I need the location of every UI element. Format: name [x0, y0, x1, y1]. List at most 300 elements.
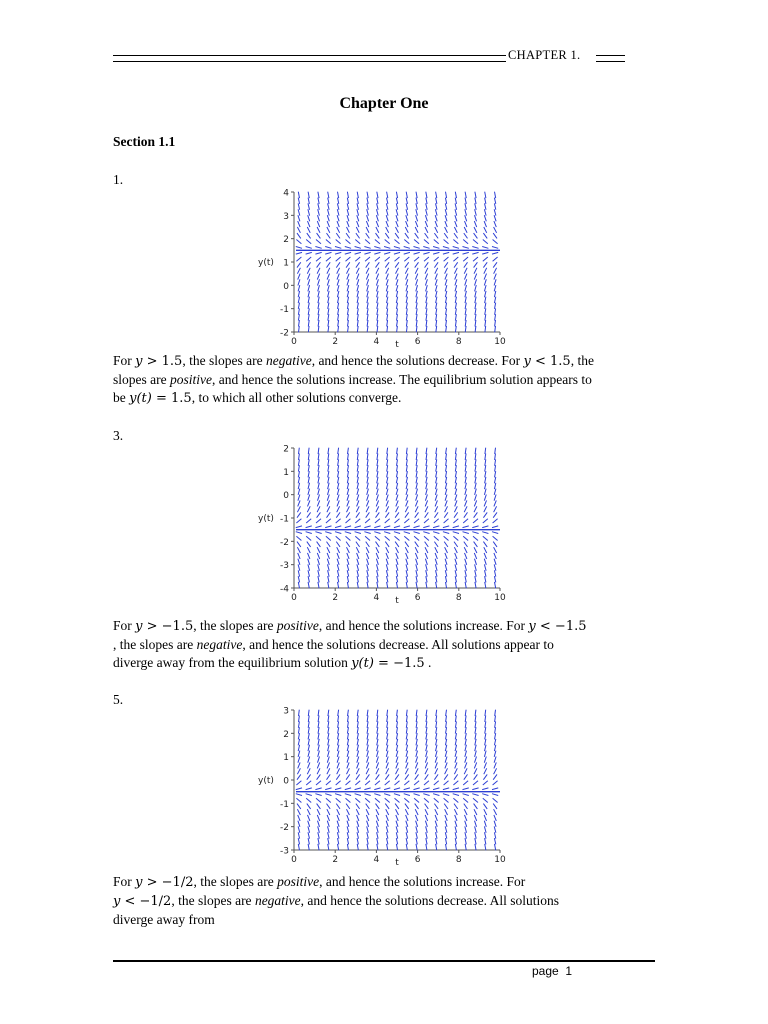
slope-segment [483, 519, 488, 523]
slope-segment [298, 733, 299, 739]
slope-segment [387, 576, 388, 582]
slope-segment [377, 454, 378, 461]
slope-segment [455, 559, 457, 565]
slope-segment [492, 794, 498, 796]
y-tick-label: -1 [280, 305, 289, 316]
slope-segment [465, 815, 467, 821]
slope-segment [484, 757, 486, 763]
slope-segment [445, 279, 447, 285]
slope-segment [464, 512, 468, 517]
slope-segment [396, 815, 398, 821]
slope-segment [416, 279, 418, 285]
slope-segment [337, 268, 340, 274]
slope-segment [308, 721, 309, 727]
slope-segment [425, 768, 428, 774]
slope-segment [376, 262, 380, 267]
slope-segment [396, 576, 397, 582]
slope-segment [406, 192, 407, 198]
slope-segment [444, 804, 448, 809]
slope-segment [445, 506, 448, 512]
slope-segment [436, 314, 437, 320]
slope-segment [307, 547, 310, 553]
slope-segment [337, 559, 339, 565]
y-tick-label: -3 [280, 561, 289, 572]
slope-segment [435, 285, 437, 291]
slope-segment [338, 710, 339, 716]
slope-segment [446, 710, 447, 716]
slope-segment [296, 526, 302, 528]
slope-segment [396, 553, 398, 559]
slope-segment [475, 570, 477, 576]
slope-segment [327, 768, 330, 774]
slope-segment [336, 262, 340, 267]
slope-segment [465, 483, 467, 489]
slope-segment [337, 279, 339, 285]
slope-segment [455, 297, 456, 303]
slope-segment [318, 733, 319, 739]
slope-segment [337, 489, 339, 495]
slope-segment [455, 274, 457, 280]
slope-segment [316, 536, 321, 540]
slope-segment [337, 751, 339, 757]
slope-segment [475, 576, 476, 582]
slope-segment [416, 739, 417, 745]
slope-segment [298, 209, 300, 215]
slope-segment [395, 774, 399, 779]
slope-segment [357, 314, 358, 320]
slope-segment [367, 838, 368, 844]
slope-segment [376, 221, 378, 227]
slope-segment [308, 314, 309, 320]
slope-segment [446, 308, 447, 314]
slope-segment [376, 559, 378, 565]
slope-segment [396, 279, 398, 285]
slope-segment [308, 320, 309, 327]
slope-segment [367, 285, 369, 291]
slope-segment [455, 757, 457, 763]
slope-segment [297, 233, 301, 238]
slope-segment [348, 326, 349, 332]
x-tick-label: 10 [494, 337, 506, 347]
slope-segment [454, 768, 457, 774]
slope-segment [317, 233, 321, 238]
slope-segment [425, 809, 428, 815]
slope-segment [416, 314, 417, 320]
slope-segment [385, 536, 390, 540]
slope-segment [435, 815, 437, 821]
slope-segment [446, 303, 447, 309]
slope-segment [357, 727, 358, 733]
slope-segment [425, 821, 427, 827]
slope-segment [377, 203, 379, 209]
y-tick-label: -3 [280, 846, 289, 857]
slope-segment [328, 459, 329, 465]
slope-segment [298, 745, 299, 751]
slope-segment [436, 198, 437, 204]
slope-segment [406, 838, 407, 844]
slope-segment [328, 471, 329, 477]
slope-segment [465, 471, 466, 477]
slope-segment [297, 262, 301, 267]
slope-segment [297, 268, 300, 274]
slope-segment [444, 240, 449, 244]
slope-segment [495, 716, 496, 723]
slope-segment [318, 477, 319, 483]
slope-segment [406, 495, 408, 501]
slope-segment [396, 274, 398, 280]
slope-segment [494, 274, 496, 280]
slope-segment [318, 314, 319, 320]
slope-segment [495, 582, 496, 588]
slope-segment [365, 781, 370, 785]
slope-segment [375, 798, 380, 802]
slope-segment [474, 274, 476, 280]
slope-segment [385, 257, 390, 261]
slope-segment [446, 844, 447, 850]
slope-segment [308, 576, 309, 582]
slope-segment [405, 512, 409, 517]
slope-segment [445, 489, 447, 495]
slope-segment [475, 559, 477, 565]
y-tick-label: 2 [283, 729, 289, 740]
y-tick-label: -1 [280, 799, 289, 810]
slope-segment [465, 291, 467, 297]
slope-segment [364, 794, 370, 796]
slope-segment [494, 751, 496, 757]
slope-segment [495, 454, 496, 461]
slope-segment [465, 221, 467, 227]
slope-segment [485, 739, 486, 745]
slope-segment [493, 542, 497, 547]
slope-segment [426, 465, 427, 471]
slope-segment [307, 768, 310, 774]
slope-segment [453, 252, 459, 254]
slope-segment [337, 547, 340, 553]
slope-segment [494, 215, 496, 221]
slope-segment [376, 512, 380, 517]
slope-segment [426, 751, 428, 757]
slope-segment [483, 536, 488, 540]
slope-segment [308, 454, 309, 461]
slope-segment [415, 227, 418, 233]
slope-segment [446, 454, 447, 461]
slope-segment [445, 215, 447, 221]
slope-segment [416, 751, 418, 757]
slope-segment [416, 198, 417, 204]
slope-segment [355, 798, 360, 802]
slope-segment [445, 209, 447, 215]
slope-segment [475, 454, 476, 461]
slope-segment [366, 553, 368, 559]
slope-segment [494, 268, 497, 274]
slope-segment [406, 471, 407, 477]
slope-segment [347, 751, 349, 757]
slope-segment [445, 227, 448, 233]
x-tick-label: 10 [494, 855, 506, 865]
slope-segment [406, 314, 407, 320]
slope-segment [415, 274, 417, 280]
slope-segment [337, 745, 339, 751]
slope-segment [306, 240, 311, 244]
slope-segment [416, 326, 417, 332]
slope-segment [336, 774, 340, 779]
slope-segment [435, 489, 437, 495]
slope-segment [366, 262, 370, 267]
slope-segment [367, 297, 368, 303]
slope-segment [298, 477, 299, 483]
slope-segment [308, 733, 309, 739]
slope-segment [317, 274, 319, 280]
slope-segment [455, 320, 456, 327]
slope-segment [397, 308, 398, 314]
slope-segment [433, 526, 439, 528]
slope-segment [406, 279, 408, 285]
slope-segment [415, 804, 419, 809]
slope-segment [436, 326, 437, 332]
slope-segment [396, 285, 398, 291]
slope-segment [472, 788, 478, 790]
x-tick-label: 0 [291, 337, 297, 347]
slope-segment [387, 320, 388, 327]
slope-segment [346, 536, 351, 540]
slope-segment [415, 553, 417, 559]
slope-segment [297, 512, 301, 517]
slope-segment [455, 832, 457, 838]
slope-segment [404, 781, 409, 785]
slope-segment [453, 247, 459, 249]
slope-segment [347, 727, 348, 733]
slope-segment [397, 448, 398, 454]
slope-segment [495, 314, 496, 320]
slope-segment [473, 781, 478, 785]
slope-segment [346, 262, 350, 267]
slope-segment [347, 768, 350, 774]
slope-segment [475, 757, 477, 763]
slope-segment [377, 710, 378, 716]
slope-segment [494, 739, 495, 745]
slope-segment [446, 721, 447, 727]
slope-segment [445, 268, 448, 274]
slope-segment [436, 721, 437, 727]
slope-segment [348, 459, 349, 465]
slope-segment [347, 203, 349, 209]
slope-segment [465, 308, 466, 314]
slope-segment [374, 247, 380, 249]
slope-segment [357, 297, 358, 303]
slope-segment [475, 477, 476, 483]
slope-segment [444, 519, 449, 523]
slope-segment [377, 582, 378, 588]
slope-segment [395, 233, 399, 238]
slope-segment [338, 727, 339, 733]
slope-segment [397, 716, 398, 723]
slope-segment [347, 500, 349, 506]
slope-segment [317, 762, 319, 768]
slope-segment [336, 804, 340, 809]
slope-segment [484, 809, 487, 815]
chapter-title: Chapter One [339, 95, 429, 112]
slope-segment [298, 721, 299, 727]
slope-segment [385, 774, 389, 779]
slope-segment [475, 297, 476, 303]
slope-segment [308, 285, 310, 291]
slope-segment [377, 285, 379, 291]
slope-segment [347, 506, 350, 512]
slope-segment [397, 710, 398, 716]
slope-segment [475, 448, 476, 454]
x-tick-label: 8 [455, 855, 462, 865]
slope-segment [316, 798, 321, 802]
slope-segment [387, 454, 388, 461]
slope-segment [366, 506, 369, 512]
slope-segment [356, 768, 359, 774]
x-tick-label: 8 [455, 593, 462, 603]
slope-segment [423, 532, 429, 534]
slope-segment [444, 233, 448, 238]
slope-segment [455, 291, 457, 297]
slope-segment [463, 536, 468, 540]
slope-segment [435, 826, 437, 832]
text-line: For y > 1.5, the slopes are negative, and hence the solutions decrease. For y < 1.5, the [113, 353, 594, 369]
slope-segment [296, 532, 302, 534]
slope-segment [473, 798, 478, 802]
slope-segment [338, 314, 339, 320]
slope-segment [485, 838, 486, 844]
slope-segment [308, 221, 310, 227]
problem-number: 5. [113, 692, 124, 707]
slope-segment [494, 768, 497, 774]
slope-segment [357, 844, 358, 850]
slope-segment [367, 564, 369, 570]
slope-segment [299, 320, 300, 327]
slope-segment [318, 465, 319, 471]
slope-segment [475, 489, 477, 495]
slope-segment [364, 526, 370, 528]
slope-segment [337, 203, 339, 209]
slope-segment [318, 757, 320, 763]
slope-segment [306, 247, 312, 249]
slope-segment [455, 308, 456, 314]
slope-segment [386, 203, 388, 209]
slope-segment [406, 308, 407, 314]
slope-segment [298, 471, 299, 477]
slope-segment [357, 570, 359, 576]
slope-segment [376, 268, 379, 274]
slope-segment [484, 564, 486, 570]
y-tick-label: -2 [280, 328, 289, 339]
text-line: For y > −1.5, the slopes are positive, and hence the solutions increase. For y < −1.5 [113, 618, 587, 634]
slope-segment [308, 559, 310, 565]
slope-segment [434, 804, 438, 809]
slope-segment [445, 500, 447, 506]
slope-segment [445, 547, 448, 553]
slope-segment [406, 459, 407, 465]
slope-segment [298, 308, 299, 314]
slope-segment [465, 203, 467, 209]
slope-segment [475, 459, 476, 465]
slope-segment [484, 215, 486, 221]
slope-segment [426, 209, 428, 215]
slope-segment [356, 233, 360, 238]
slope-segment [406, 815, 408, 821]
slope-segment [415, 512, 419, 517]
slope-segment [338, 465, 339, 471]
slope-segment [327, 547, 330, 553]
slope-segment [346, 798, 351, 802]
slope-segment [443, 526, 449, 528]
slope-segment [475, 844, 476, 850]
slope-segment [474, 762, 476, 768]
slope-segment [436, 710, 437, 716]
slope-segment [445, 745, 447, 751]
y-tick-label: 0 [283, 491, 289, 502]
slope-segment [377, 727, 378, 733]
y-axis-label: y(t) [258, 514, 274, 524]
slope-segment [357, 826, 359, 832]
slope-segment [367, 576, 368, 582]
slope-segment [475, 826, 477, 832]
slope-segment [405, 506, 408, 512]
slope-segment [367, 471, 368, 477]
slope-segment [455, 303, 456, 309]
slope-segment [475, 564, 477, 570]
slope-segment [376, 227, 379, 233]
slope-segment [296, 536, 301, 540]
text-line: diverge away from [113, 912, 215, 927]
slope-segment [347, 489, 349, 495]
slope-segment [325, 532, 331, 534]
slope-segment [387, 459, 388, 465]
slope-segment [445, 832, 447, 838]
slope-segment [318, 215, 320, 221]
slope-segment [395, 798, 400, 802]
slope-segment [355, 240, 360, 244]
slope-segment [376, 506, 379, 512]
x-tick-label: 4 [373, 855, 380, 865]
slope-segment [475, 308, 476, 314]
slope-segment [426, 308, 427, 314]
slope-segment [406, 757, 408, 763]
slope-segment [386, 221, 388, 227]
slope-segment [317, 500, 319, 506]
slope-segment [316, 257, 321, 261]
slope-segment [328, 710, 329, 716]
slope-segment [355, 252, 361, 254]
slope-segment [495, 192, 496, 198]
slope-segment [396, 564, 398, 570]
slope-segment [356, 268, 359, 274]
slope-segment [495, 459, 496, 465]
slope-segment [455, 838, 456, 844]
slope-segment [337, 221, 339, 227]
slope-segment [395, 781, 400, 785]
slope-segment [405, 542, 409, 547]
slope-segment [308, 838, 309, 844]
slope-segment [485, 832, 487, 838]
direction-field-plot [258, 188, 508, 348]
page-number-value: 1 [565, 964, 573, 978]
slope-segment [406, 465, 407, 471]
slope-segment [473, 240, 478, 244]
slope-segment [308, 459, 309, 465]
slope-segment [366, 768, 369, 774]
x-axis-label: t [395, 596, 399, 604]
slope-segment [396, 570, 397, 576]
slope-segment [396, 471, 397, 477]
slope-segment [377, 471, 378, 477]
slope-segment [445, 477, 446, 483]
slope-segment [414, 536, 419, 540]
